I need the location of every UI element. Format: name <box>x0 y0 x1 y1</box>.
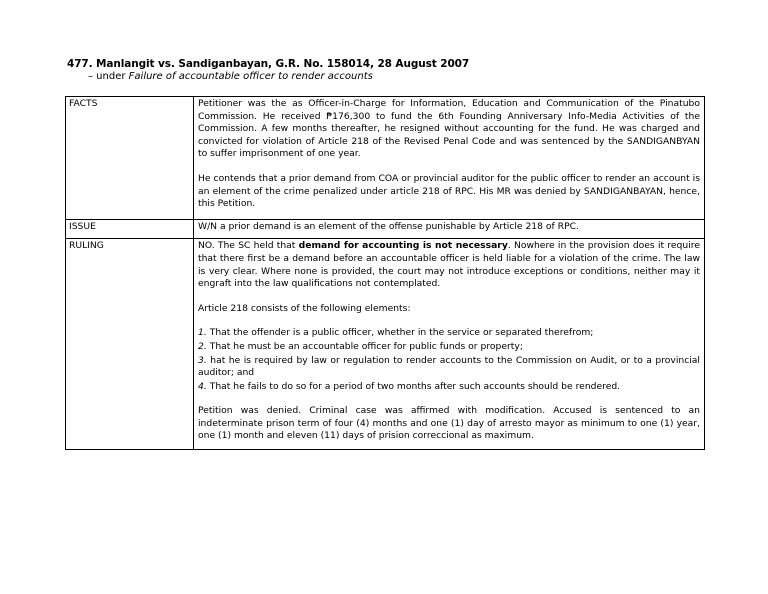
ruling-holding <box>198 240 700 290</box>
element-item <box>198 381 700 394</box>
subtitle-prefix: – under <box>88 71 129 82</box>
case-digest-table <box>65 96 705 450</box>
elements-list <box>198 327 700 393</box>
case-subtitle <box>88 71 373 82</box>
case-title: 477. Manlangit vs. Sandiganbayan, G.R. No. 158014, 28 August 2007 <box>67 58 470 70</box>
element-item <box>198 341 700 354</box>
issue-content <box>194 219 705 239</box>
subtitle-topic: Failure of accountable officer to render accounts <box>128 71 373 82</box>
ruling-conclusion: Petition was denied. Criminal case was affirmed with modification. Accused is sentenced to an indeterminate prison term of four (4) months and one (1) day of arresto mayor as minimum to one (1) year, one (1) month and eleven (11) days of prision correccional as maximum. <box>198 405 700 442</box>
ruling-label: RULING <box>66 239 194 450</box>
ruling-row <box>66 239 705 450</box>
element-item <box>198 355 700 380</box>
facts-row <box>66 97 705 220</box>
element-number: 3. <box>198 354 207 366</box>
element-item <box>198 327 700 340</box>
element-number: 4. <box>198 380 207 392</box>
ruling-lead: NO. The SC held that <box>198 240 299 252</box>
ruling-rest: . Nowhere in the provision does it require that there first be a demand before an accountable officer is held liable for a violation of the crime. The law is very clear. Where none is provided, the court may not introduce exceptions or conditions, neither may it engraft into the law qualifications not contemplated. <box>198 240 700 290</box>
element-number: 2. <box>198 340 207 352</box>
elements-intro: Article 218 consists of the following elements: <box>198 302 411 314</box>
facts-content <box>194 97 705 220</box>
issue-row <box>66 219 705 239</box>
issue-label: ISSUE <box>66 219 194 239</box>
element-number: 1. <box>198 327 207 339</box>
facts-label: FACTS <box>66 97 194 220</box>
facts-paragraph: He contends that a prior demand from COA or provincial auditor for the public officer to render an account is an element of the crime penalized under article 218 of RPC. His MR was denied by SANDIGANBAYAN, hence, this Petition. <box>198 172 700 210</box>
ruling-emphasis: demand for accounting is not necessary <box>298 240 508 252</box>
facts-paragraph: Petitioner was the as Officer-in-Charge for Information, Education and Communication of the Pinatubo Commission. He received ₱176,300 to fund the 6th Founding Anniversary Info-Media Activities of the Commission. A few months thereafter, he resigned without accounting for the fund. He was charged and convicted for violation of Article 218 of the Revised Penal Code and was sentenced by the SANDIGANBYAN to suffer imprisonment of one year. <box>198 98 700 160</box>
element-text: hat he is required by law or regulation to render accounts to the Commission on Audit, or to a provincial auditor; and <box>198 354 700 379</box>
ruling-content <box>194 239 705 450</box>
element-text: That he fails to do so for a period of two months after such accounts should be rendered. <box>206 380 621 392</box>
issue-text: W/N a prior demand is an element of the offense punishable by Article 218 of RPC. <box>198 220 579 232</box>
element-text: That he must be an accountable officer for public funds or property; <box>206 340 523 352</box>
element-text: That the offender is a public officer, whether in the service or separated therefrom; <box>206 327 594 339</box>
